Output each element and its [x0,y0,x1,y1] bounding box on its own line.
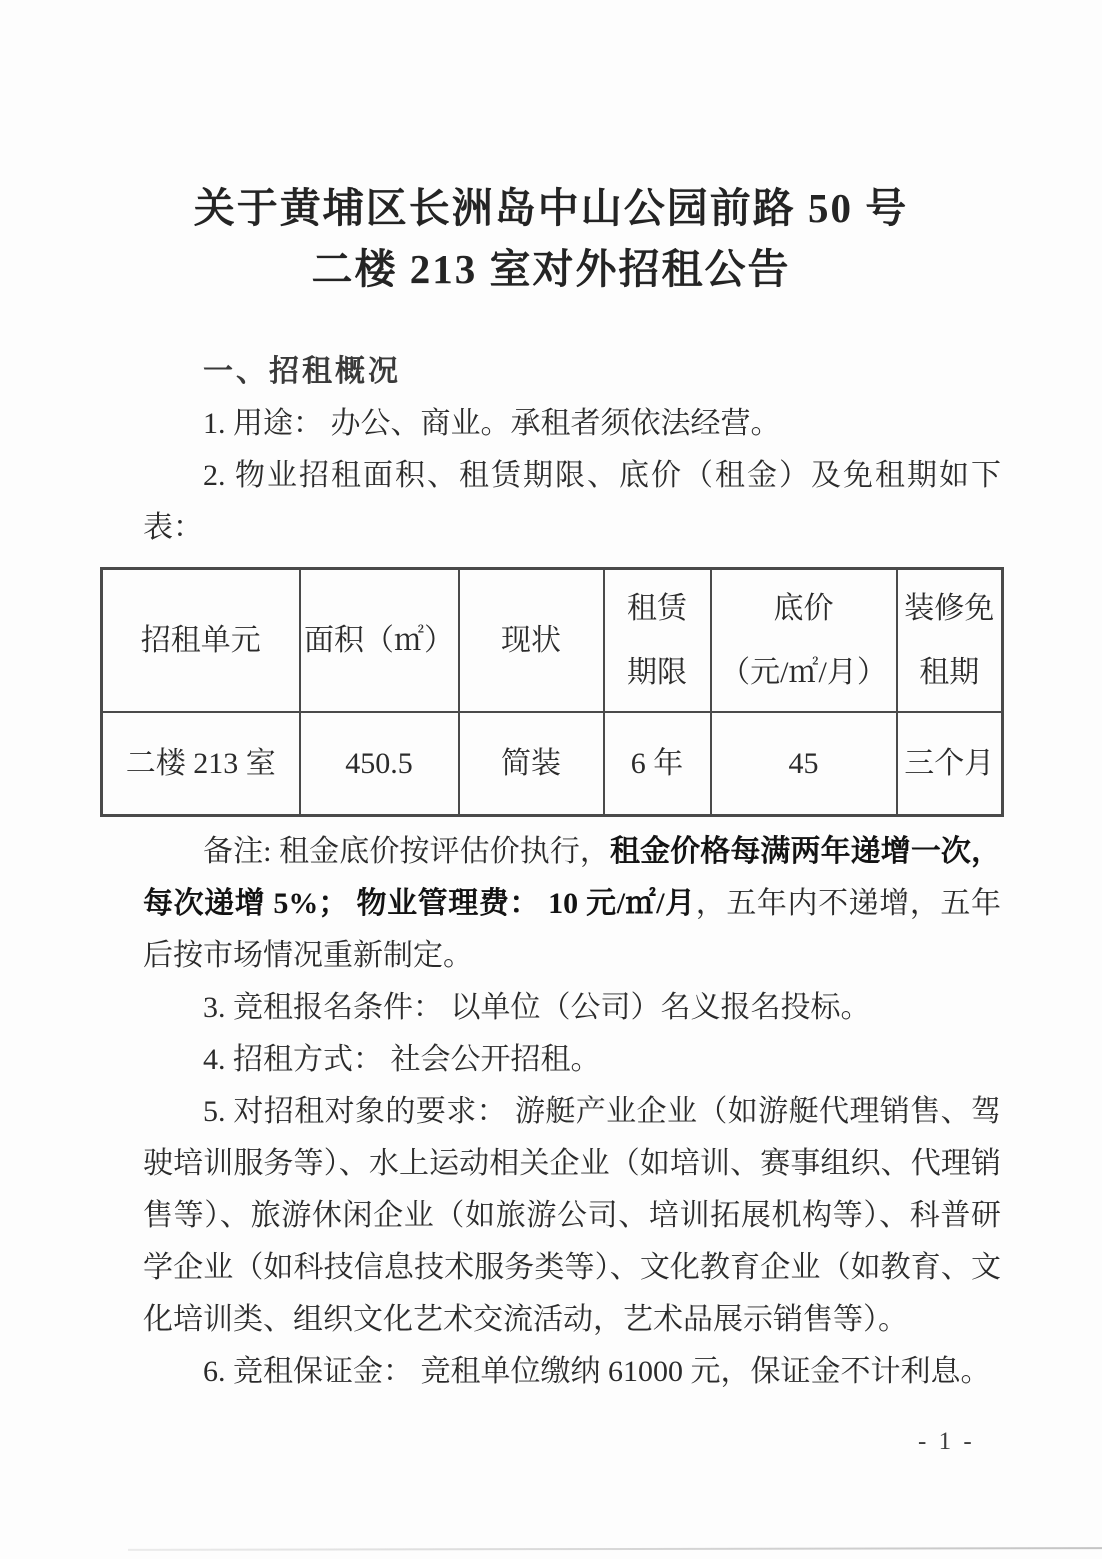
note-prefix: 备注: 租金底价按评估价执行， [203,835,610,868]
item-tenant-requirements: 5. 对招租对象的要求： 游艇产业企业（如游艇代理销售、驾驶培训服务等）、水上运动相关企业（如培训、赛事组织、代理销售等）、旅游休闲企业（如旅游公司、培训拓展机构等）、科普研学企业（如科技信息技术服务类等）、文化教育企业（如教育、文化培训类、组织文化艺术交流活动，艺术品展示销售等）。 [143,1095,1001,1336]
note-paragraph [143,826,1001,982]
cell-rental-unit: 二楼 213 室 [102,712,300,816]
header-area: 面积（㎡） [300,569,459,713]
header-lease-term: 租赁 期限 [604,569,711,713]
note-bold-terms: 租金价格每满两年递增一次，每次递增 5%； 物业管理费： 10 元/㎡/月 [143,835,1001,920]
rental-table-data-row [102,712,1003,816]
cell-area: 450.5 [300,712,459,816]
scan-artifact-line [128,1547,1102,1551]
note-suffix: ，五年内不递增，五年后按市场情况重新制定。 [143,887,1001,972]
document-body [125,346,1001,1398]
header-rent-free-period: 装修免 租期 [897,569,1003,713]
title-line-2: 二楼 213 室对外招租公告 [311,246,791,292]
item-rental-method: 4. 招租方式： 社会公开招租。 [203,1043,601,1076]
item-bid-conditions: 3. 竞租报名条件： 以单位（公司）名义报名投标。 [203,991,871,1024]
rental-table-header-row [102,569,1003,713]
page-number: - 1 - [918,1428,975,1455]
item-usage: 1. 用途： 办公、商业。承租者须依法经营。 [203,407,781,440]
header-condition: 现状 [459,569,604,713]
cell-rent-free-period: 三个月 [897,712,1003,816]
cell-lease-term: 6 年 [604,712,711,816]
item-deposit: 6. 竞租保证金： 竞租单位缴纳 61000 元，保证金不计利息。 [203,1355,991,1388]
section-heading-overview: 一、招租概况 [203,355,401,388]
rental-table [100,567,1004,817]
header-base-price: 底价 （元/㎡/月） [711,569,897,713]
cell-condition: 简装 [459,712,604,816]
cell-base-price: 45 [711,712,897,816]
document-title [0,178,1102,300]
item-table-intro: 2. 物业招租面积、租赁期限、底价（租金）及免租期如下表： [143,459,1001,544]
header-rental-unit: 招租单元 [102,569,300,713]
title-line-1: 关于黄埔区长洲岛中山公园前路 50 号 [193,185,909,231]
